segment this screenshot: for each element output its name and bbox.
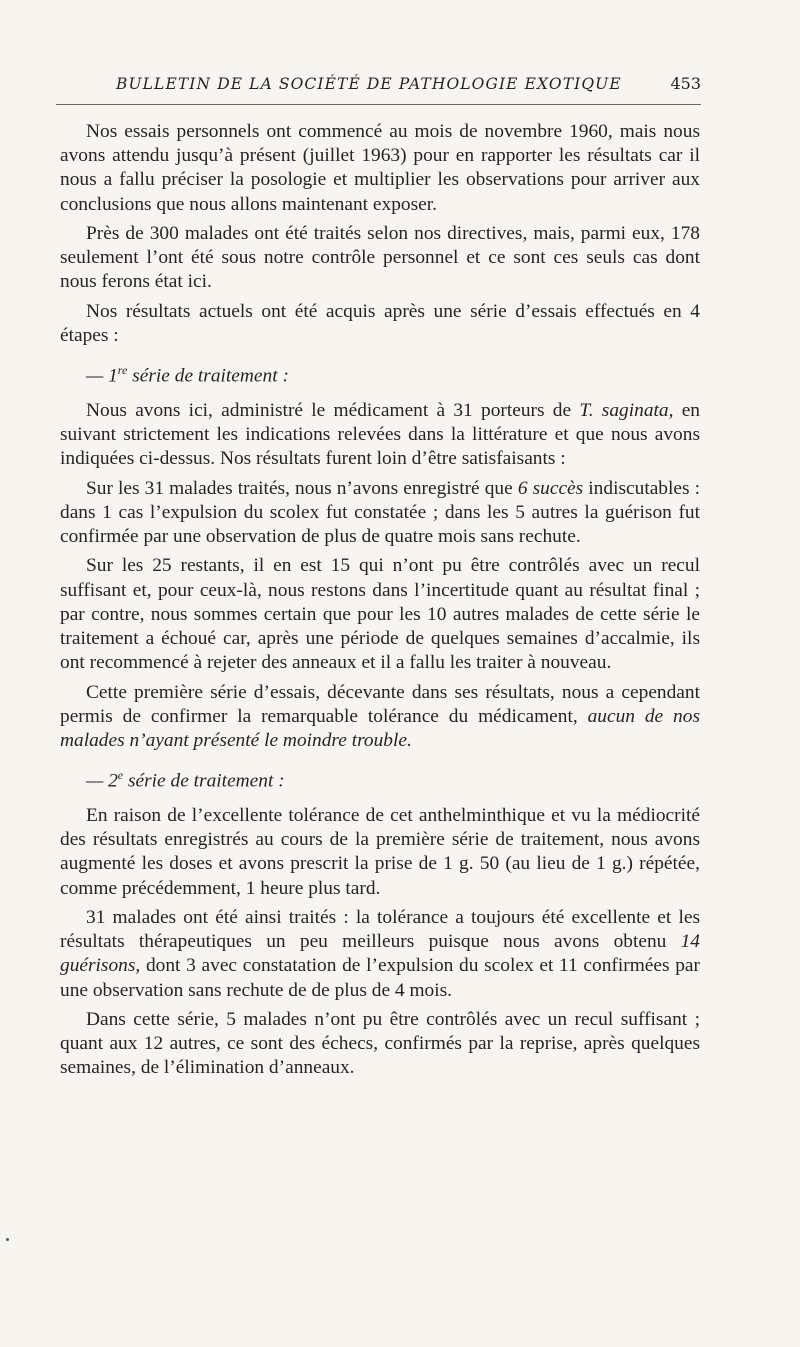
text-run: en suivant strictement les indications relevées dans la littérature et que nous avons indiquées ci-dessus. Nos résultats furent loin d’être satisfaisants : xyxy=(60,399,701,470)
paragraph: Nos résultats actuels ont été acquis après une série d’essais effectués en 4 étapes : xyxy=(60,300,700,346)
section-heading-2 xyxy=(60,763,700,794)
emphasis: 14 guérisons, xyxy=(60,931,700,977)
section-heading-1 xyxy=(60,358,700,389)
paragraph: Dans cette série, 5 malades n’ont pu être contrôlés avec un recul suffisant ; quant aux 12 autres, ce sont des échecs, confirmés par la reprise, après quelques semaines, de l’élimination d’anneaux. xyxy=(60,1008,700,1079)
section-number: 1 xyxy=(108,365,118,387)
text-run: dont 3 avec constatation de l’expulsion du scolex et 11 confirmées par une observation sans rechute de de plus de 4 mois. xyxy=(60,955,700,1001)
header-rule xyxy=(56,104,701,105)
paragraph xyxy=(60,399,700,472)
section-suffix: re xyxy=(117,363,128,378)
emphasis: 6 succès xyxy=(517,477,584,499)
text-run: 31 malades ont été ainsi traités : la tolérance a toujours été excellente et les résultats thérapeutiques un peu meilleurs puisque nous avons obtenu xyxy=(60,906,700,953)
paragraph xyxy=(60,906,700,1003)
article-body xyxy=(60,120,700,1086)
paragraph: Près de 300 malades ont été traités selon nos directives, mais, parmi eux, 178 seulement l’ont été sous notre contrôle personnel et ce sont ces seuls cas dont nous ferons état ici. xyxy=(60,223,700,293)
section-title: série de traitement : xyxy=(123,770,285,792)
margin-speck xyxy=(6,1238,9,1241)
section-title: série de traitement : xyxy=(127,365,289,387)
text-run: Sur les 31 malades traités, nous n’avons enregistré que xyxy=(86,477,518,499)
running-title: BULLETIN DE LA SOCIÉTÉ DE PATHOLOGIE EXOTIQUE xyxy=(116,75,622,93)
section-dash: — xyxy=(86,770,109,792)
emphasis: aucun de nos malades n’ayant présenté le moindre trouble. xyxy=(60,705,700,752)
page-header xyxy=(56,74,701,93)
section-dash: — xyxy=(86,365,109,387)
paragraph xyxy=(60,681,700,754)
page-number: 453 xyxy=(670,74,701,93)
species-name: T. saginata, xyxy=(579,399,674,421)
text-run: indiscutables : dans 1 cas l’expulsion du scolex fut constatée ; dans les 5 autres la guérison fut confirmée par une observation de plus de quatre mois sans rechute. xyxy=(60,477,701,548)
paragraph: Sur les 25 restants, il en est 15 qui n’ont pu être contrôlés avec un recul suffisant et, pour ceux-là, nous restons dans l’incertitude quant au résultat final ; par contre, nous sommes certain que pour les 10 autres malades de cette série le traitement a échoué car, après une période de quelques semaines d’accalmie, ils ont recommencé à rejeter des anneaux et il a fallu les traiter à nouveau. xyxy=(60,555,700,674)
text-run: Cette première série d’essais, décevante dans ses résultats, nous a cependant permis de confirmer la remarquable tolérance du médicament, xyxy=(60,681,700,727)
paragraph: Nos essais personnels ont commencé au mois de novembre 1960, mais nous avons attendu jusqu’à présent (juillet 1963) pour en rapporter les résultats car il nous a fallu préciser la posologie et multiplier les observations pour arriver aux conclusions que nous allons maintenant exposer. xyxy=(60,121,700,215)
paragraph xyxy=(60,477,700,550)
paragraph: En raison de l’excellente tolérance de cet anthelminthique et vu la médiocrité des résultats enregistrés au cours de la première série de traitement, nous avons augmenté les doses et avons prescrit la prise de 1 g. 50 (au lieu de 1 g.) répétée, comme précédemment, 1 heure plus tard. xyxy=(60,804,700,899)
section-suffix: e xyxy=(117,768,124,783)
section-number: 2 xyxy=(108,770,118,792)
text-run: Nous avons ici, administré le médicament à 31 porteurs de xyxy=(86,399,580,421)
